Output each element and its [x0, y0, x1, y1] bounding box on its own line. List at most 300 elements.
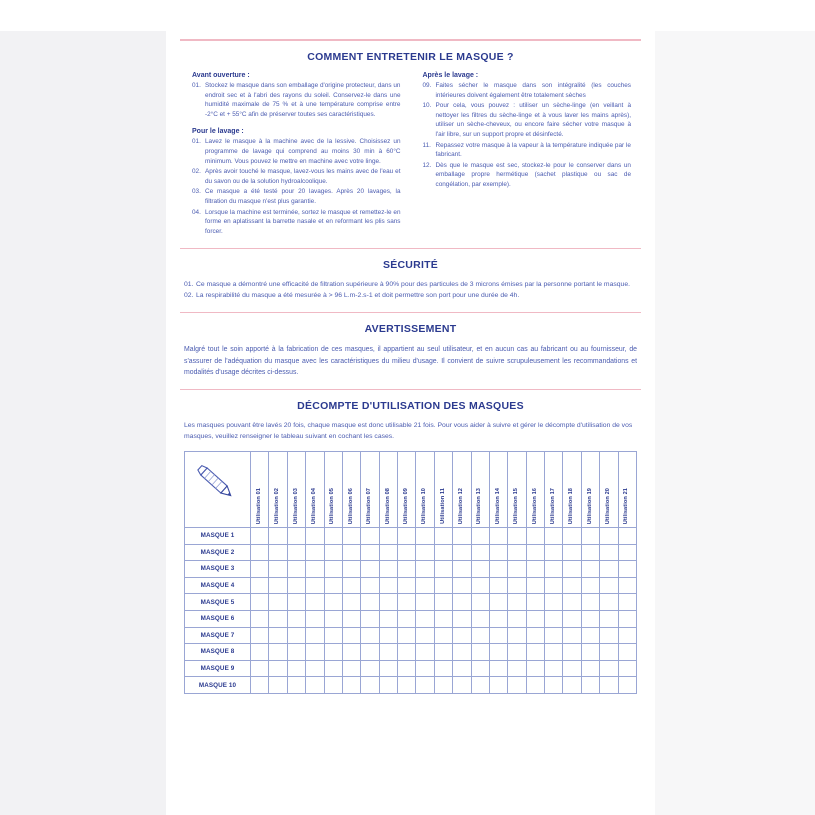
tally-checkbox-cell[interactable] — [269, 660, 287, 677]
tally-checkbox-cell[interactable] — [581, 660, 599, 677]
column-header-utilisation-14: Utilisation 14 — [489, 451, 507, 527]
tally-checkbox-cell[interactable] — [471, 610, 489, 627]
tally-checkbox-cell[interactable] — [526, 561, 544, 578]
tally-checkbox-cell[interactable] — [434, 660, 452, 677]
tally-checkbox-cell[interactable] — [306, 677, 324, 694]
tally-checkbox-cell[interactable] — [508, 610, 526, 627]
tally-table-body — [185, 527, 637, 693]
tally-checkbox-cell[interactable] — [287, 577, 305, 594]
care-left-column — [192, 72, 401, 238]
tally-checkbox-cell[interactable] — [324, 594, 342, 611]
tally-checkbox-cell[interactable] — [489, 627, 507, 644]
tally-checkbox-cell[interactable] — [251, 544, 269, 561]
list-item-text: Lavez le masque à la machine avec de la lessive. Choisissez un programme de lavage qui comprend au moins 30 min à 60°C minimum. Vous pouvez le mettre en machine avec votre linge. — [205, 138, 401, 165]
tally-checkbox-cell[interactable] — [581, 644, 599, 661]
tally-checkbox-cell[interactable] — [600, 594, 618, 611]
tally-checkbox-cell[interactable] — [342, 561, 360, 578]
care-left-list-2 — [192, 137, 401, 236]
column-header-utilisation-13: Utilisation 13 — [471, 451, 489, 527]
table-row — [185, 544, 637, 561]
tally-checkbox-cell[interactable] — [306, 644, 324, 661]
tally-checkbox-cell[interactable] — [471, 561, 489, 578]
list-item-text: Faites sécher le masque dans son intégralité (les couches intérieures doivent également être totalement sèches — [435, 82, 631, 99]
tally-checkbox-cell[interactable] — [361, 610, 379, 627]
tally-checkbox-cell[interactable] — [600, 644, 618, 661]
tally-checkbox-cell[interactable] — [600, 544, 618, 561]
tally-checkbox-cell[interactable] — [342, 627, 360, 644]
table-row — [185, 527, 637, 544]
tally-checkbox-cell[interactable] — [489, 644, 507, 661]
tally-checkbox-cell[interactable] — [453, 577, 471, 594]
tally-checkbox-cell[interactable] — [545, 660, 563, 677]
tally-checkbox-cell[interactable] — [306, 627, 324, 644]
section-divider-2 — [180, 312, 641, 314]
tally-checkbox-cell[interactable] — [471, 677, 489, 694]
column-header-utilisation-08: Utilisation 08 — [379, 451, 397, 527]
tally-checkbox-cell[interactable] — [618, 544, 637, 561]
pencil-icon — [190, 456, 242, 513]
tally-checkbox-cell[interactable] — [489, 577, 507, 594]
tally-checkbox-cell[interactable] — [342, 660, 360, 677]
list-item — [423, 101, 632, 139]
tally-checkbox-cell[interactable] — [563, 594, 581, 611]
tally-checkbox-cell[interactable] — [379, 594, 397, 611]
tally-checkbox-cell[interactable] — [563, 561, 581, 578]
tally-checkbox-cell[interactable] — [434, 544, 452, 561]
tally-table-wrap — [180, 451, 641, 694]
tally-checkbox-cell[interactable] — [287, 594, 305, 611]
tally-checkbox-cell[interactable] — [508, 660, 526, 677]
tally-checkbox-cell[interactable] — [269, 644, 287, 661]
tally-checkbox-cell[interactable] — [324, 561, 342, 578]
row-header-2: MASQUE 2 — [185, 544, 251, 561]
section-divider-1 — [180, 248, 641, 250]
tally-corner-cell — [185, 451, 251, 527]
tally-checkbox-cell[interactable] — [563, 577, 581, 594]
tally-checkbox-cell[interactable] — [471, 544, 489, 561]
tally-checkbox-cell[interactable] — [324, 660, 342, 677]
tally-checkbox-cell[interactable] — [581, 610, 599, 627]
tally-checkbox-cell[interactable] — [306, 594, 324, 611]
tally-checkbox-cell[interactable] — [361, 677, 379, 694]
tally-checkbox-cell[interactable] — [379, 610, 397, 627]
list-item-text: Ce masque a été testé pour 20 lavages. Après 20 lavages, la filtration du masque n'est plus garantie. — [205, 188, 401, 206]
tally-checkbox-cell[interactable] — [545, 561, 563, 578]
tally-checkbox-cell[interactable] — [489, 660, 507, 677]
tally-checkbox-cell[interactable] — [471, 527, 489, 544]
column-header-utilisation-01: Utilisation 01 — [251, 451, 269, 527]
tally-checkbox-cell[interactable] — [508, 561, 526, 578]
care-columns — [180, 72, 641, 238]
tally-checkbox-cell[interactable] — [471, 577, 489, 594]
tally-checkbox-cell[interactable] — [306, 527, 324, 544]
tally-checkbox-cell[interactable] — [526, 610, 544, 627]
tally-checkbox-cell[interactable] — [342, 527, 360, 544]
column-header-utilisation-02: Utilisation 02 — [269, 451, 287, 527]
tally-checkbox-cell[interactable] — [306, 544, 324, 561]
row-header-9: MASQUE 9 — [185, 660, 251, 677]
warning-section-title: AVERTISSEMENT — [364, 323, 457, 336]
tally-checkbox-cell[interactable] — [398, 677, 416, 694]
page-backdrop-right — [655, 31, 815, 815]
section-divider-3 — [180, 389, 641, 391]
table-row — [185, 594, 637, 611]
tally-checkbox-cell[interactable] — [287, 644, 305, 661]
tally-checkbox-cell[interactable] — [287, 610, 305, 627]
tally-checkbox-cell[interactable] — [453, 627, 471, 644]
tally-checkbox-cell[interactable] — [526, 677, 544, 694]
list-item-number: 01. — [192, 138, 201, 146]
tally-checkbox-cell[interactable] — [361, 644, 379, 661]
tally-checkbox-cell[interactable] — [508, 627, 526, 644]
tally-checkbox-cell[interactable] — [471, 660, 489, 677]
tally-checkbox-cell[interactable] — [342, 677, 360, 694]
tally-checkbox-cell[interactable] — [600, 660, 618, 677]
row-header-1: MASQUE 1 — [185, 527, 251, 544]
tally-checkbox-cell[interactable] — [489, 677, 507, 694]
tally-checkbox-cell[interactable] — [379, 561, 397, 578]
table-row — [185, 644, 637, 661]
tally-checkbox-cell[interactable] — [398, 627, 416, 644]
tally-checkbox-cell[interactable] — [453, 527, 471, 544]
list-item-number: 11. — [422, 141, 431, 149]
tally-checkbox-cell[interactable] — [508, 577, 526, 594]
tally-checkbox-cell[interactable] — [287, 527, 305, 544]
tally-checkbox-cell[interactable] — [581, 577, 599, 594]
tally-checkbox-cell[interactable] — [471, 644, 489, 661]
list-item-number: 02. — [192, 168, 201, 176]
tally-checkbox-cell[interactable] — [581, 527, 599, 544]
tally-checkbox-cell[interactable] — [545, 544, 563, 561]
tally-checkbox-cell[interactable] — [342, 577, 360, 594]
row-header-8: MASQUE 8 — [185, 644, 251, 661]
list-item — [423, 161, 632, 190]
list-item-number: 01. — [192, 82, 201, 89]
tally-checkbox-cell[interactable] — [618, 627, 637, 644]
page-backdrop-left — [0, 31, 166, 815]
tally-checkbox-cell[interactable] — [618, 677, 637, 694]
tally-checkbox-cell[interactable] — [508, 544, 526, 561]
tally-checkbox-cell[interactable] — [398, 544, 416, 561]
tally-checkbox-cell[interactable] — [269, 577, 287, 594]
tally-checkbox-cell[interactable] — [545, 577, 563, 594]
tally-checkbox-cell[interactable] — [563, 644, 581, 661]
column-header-utilisation-10: Utilisation 10 — [416, 451, 434, 527]
tally-checkbox-cell[interactable] — [324, 544, 342, 561]
tally-checkbox-cell[interactable] — [526, 627, 544, 644]
tally-checkbox-cell[interactable] — [434, 644, 452, 661]
tally-checkbox-cell[interactable] — [563, 527, 581, 544]
tally-checkbox-cell[interactable] — [545, 527, 563, 544]
tally-checkbox-cell[interactable] — [489, 544, 507, 561]
tally-checkbox-cell[interactable] — [379, 677, 397, 694]
care-section-title: COMMENT ENTRETENIR LE MASQUE ? — [307, 51, 514, 63]
table-row — [185, 677, 637, 694]
row-header-6: MASQUE 6 — [185, 610, 251, 627]
column-header-utilisation-20: Utilisation 20 — [600, 451, 618, 527]
tally-checkbox-cell[interactable] — [453, 677, 471, 694]
list-item — [192, 208, 401, 237]
column-header-utilisation-21: Utilisation 21 — [618, 451, 637, 527]
tally-checkbox-cell[interactable] — [379, 577, 397, 594]
tally-checkbox-cell[interactable] — [379, 644, 397, 661]
tally-checkbox-cell[interactable] — [287, 677, 305, 694]
column-header-utilisation-19: Utilisation 19 — [581, 451, 599, 527]
tally-checkbox-cell[interactable] — [563, 627, 581, 644]
tally-checkbox-cell[interactable] — [361, 527, 379, 544]
tally-checkbox-cell[interactable] — [269, 610, 287, 627]
tally-checkbox-cell[interactable] — [251, 527, 269, 544]
table-row — [185, 610, 637, 627]
list-item-text: Repassez votre masque à la vapeur à la température indiquée par le fabricant. — [435, 141, 631, 159]
row-header-3: MASQUE 3 — [185, 561, 251, 578]
tally-checkbox-cell[interactable] — [398, 527, 416, 544]
tally-checkbox-cell[interactable] — [269, 561, 287, 578]
tally-checkbox-cell[interactable] — [453, 644, 471, 661]
tally-checkbox-cell[interactable] — [600, 527, 618, 544]
tally-checkbox-cell[interactable] — [398, 610, 416, 627]
tally-checkbox-cell[interactable] — [379, 660, 397, 677]
tally-checkbox-cell[interactable] — [251, 594, 269, 611]
tally-checkbox-cell[interactable] — [398, 644, 416, 661]
tally-section-title: DÉCOMPTE D'UTILISATION DES MASQUES — [297, 400, 524, 413]
tally-checkbox-cell[interactable] — [581, 627, 599, 644]
tally-checkbox-cell[interactable] — [600, 610, 618, 627]
care-left-heading-1: Avant ouverture : — [192, 72, 250, 79]
tally-checkbox-cell[interactable] — [324, 677, 342, 694]
tally-checkbox-cell[interactable] — [416, 544, 434, 561]
tally-checkbox-cell[interactable] — [251, 660, 269, 677]
tally-checkbox-cell[interactable] — [361, 627, 379, 644]
tally-checkbox-cell[interactable] — [434, 577, 452, 594]
tally-checkbox-cell[interactable] — [306, 561, 324, 578]
column-header-utilisation-04: Utilisation 04 — [306, 451, 324, 527]
list-item-text: Dès que le masque est sec, stockez-le pour le conserver dans un emballage propre hermétique (sachet plastique ou sac de congélation, par exemple). — [435, 161, 631, 189]
list-item-number: 02. — [184, 292, 194, 299]
column-header-utilisation-17: Utilisation 17 — [545, 451, 563, 527]
list-item — [192, 81, 401, 119]
tally-checkbox-cell[interactable] — [342, 544, 360, 561]
tally-checkbox-cell[interactable] — [508, 594, 526, 611]
tally-checkbox-cell[interactable] — [489, 561, 507, 578]
care-left-heading-2: Pour le lavage : — [192, 128, 244, 136]
tally-checkbox-cell[interactable] — [342, 644, 360, 661]
tally-checkbox-cell[interactable] — [526, 527, 544, 544]
tally-table-head — [185, 451, 637, 527]
tally-checkbox-cell[interactable] — [453, 610, 471, 627]
tally-checkbox-cell[interactable] — [251, 677, 269, 694]
list-item-text: Stockez le masque dans son emballage d'origine protecteur, dans un endroit sec et à l'abri des rayons du soleil. Conservez-le dans une humidité maximale de 75 % et à une température comprise entre -2°C et + 55°C afin de préserver toutes ses caractéristiques. — [205, 82, 401, 118]
tally-checkbox-cell[interactable] — [287, 627, 305, 644]
tally-checkbox-cell[interactable] — [471, 627, 489, 644]
tally-checkbox-cell[interactable] — [379, 544, 397, 561]
tally-checkbox-cell[interactable] — [434, 527, 452, 544]
list-item — [192, 137, 401, 166]
tally-checkbox-cell[interactable] — [600, 577, 618, 594]
tally-checkbox-cell[interactable] — [361, 594, 379, 611]
tally-checkbox-cell[interactable] — [563, 610, 581, 627]
column-header-utilisation-07: Utilisation 07 — [361, 451, 379, 527]
table-row — [185, 577, 637, 594]
care-right-column — [423, 72, 632, 238]
list-item — [192, 187, 401, 206]
tally-checkbox-cell[interactable] — [361, 561, 379, 578]
tally-checkbox-cell[interactable] — [618, 610, 637, 627]
tally-checkbox-cell[interactable] — [471, 594, 489, 611]
tally-checkbox-cell[interactable] — [379, 527, 397, 544]
tally-checkbox-cell[interactable] — [324, 644, 342, 661]
tally-checkbox-cell[interactable] — [434, 594, 452, 611]
list-item — [423, 141, 632, 160]
tally-checkbox-cell[interactable] — [251, 610, 269, 627]
list-item — [184, 280, 637, 291]
table-row — [185, 561, 637, 578]
tally-checkbox-cell[interactable] — [581, 594, 599, 611]
tally-checkbox-cell[interactable] — [526, 544, 544, 561]
list-item — [192, 167, 401, 186]
tally-checkbox-cell[interactable] — [508, 644, 526, 661]
row-header-4: MASQUE 4 — [185, 577, 251, 594]
column-header-utilisation-03: Utilisation 03 — [287, 451, 305, 527]
tally-checkbox-cell[interactable] — [342, 610, 360, 627]
tally-checkbox-cell[interactable] — [600, 561, 618, 578]
tally-checkbox-cell[interactable] — [269, 677, 287, 694]
tally-checkbox-cell[interactable] — [563, 544, 581, 561]
tally-checkbox-cell[interactable] — [398, 660, 416, 677]
tally-checkbox-cell[interactable] — [269, 594, 287, 611]
tally-checkbox-cell[interactable] — [434, 627, 452, 644]
tally-checkbox-cell[interactable] — [269, 627, 287, 644]
list-item-text: Pour cela, vous pouvez : utiliser un sèche-linge (en veillant à nettoyer les filtres du sèche-linge et à vous laver les mains après), utiliser un sèche-cheveux, ou encore faire sécher votre masque à l'air libre, sur un support propre et désinfecté. — [435, 102, 631, 139]
list-item-text: Ce masque a démontré une efficacité de filtration supérieure à 90% pour des particules de 3 microns émises par la personne portant le masque. — [196, 281, 630, 289]
tally-checkbox-cell[interactable] — [251, 561, 269, 578]
tally-checkbox-cell[interactable] — [453, 561, 471, 578]
tally-checkbox-cell[interactable] — [545, 677, 563, 694]
tally-checkbox-cell[interactable] — [526, 644, 544, 661]
tally-checkbox-cell[interactable] — [416, 644, 434, 661]
row-header-10: MASQUE 10 — [185, 677, 251, 694]
column-header-utilisation-18: Utilisation 18 — [563, 451, 581, 527]
tally-checkbox-cell[interactable] — [618, 561, 637, 578]
column-header-utilisation-09: Utilisation 09 — [398, 451, 416, 527]
tally-checkbox-cell[interactable] — [287, 561, 305, 578]
tally-checkbox-cell[interactable] — [251, 627, 269, 644]
tally-checkbox-cell[interactable] — [398, 561, 416, 578]
tally-checkbox-cell[interactable] — [618, 644, 637, 661]
tally-checkbox-cell[interactable] — [526, 594, 544, 611]
row-header-5: MASQUE 5 — [185, 594, 251, 611]
tally-checkbox-cell[interactable] — [453, 660, 471, 677]
tally-checkbox-cell[interactable] — [416, 677, 434, 694]
mask-usage-table — [184, 451, 637, 694]
column-header-utilisation-11: Utilisation 11 — [434, 451, 452, 527]
security-list — [184, 280, 637, 302]
tally-checkbox-cell[interactable] — [434, 610, 452, 627]
tally-checkbox-cell[interactable] — [306, 577, 324, 594]
tally-checkbox-cell[interactable] — [324, 627, 342, 644]
tally-checkbox-cell[interactable] — [618, 594, 637, 611]
tally-checkbox-cell[interactable] — [269, 527, 287, 544]
tally-checkbox-cell[interactable] — [398, 577, 416, 594]
tally-checkbox-cell[interactable] — [618, 660, 637, 677]
tally-checkbox-cell[interactable] — [287, 544, 305, 561]
tally-checkbox-cell[interactable] — [251, 577, 269, 594]
column-header-utilisation-16: Utilisation 16 — [526, 451, 544, 527]
tally-checkbox-cell[interactable] — [434, 561, 452, 578]
column-header-utilisation-05: Utilisation 05 — [324, 451, 342, 527]
column-header-utilisation-12: Utilisation 12 — [453, 451, 471, 527]
tally-checkbox-cell[interactable] — [526, 660, 544, 677]
tally-checkbox-cell[interactable] — [416, 627, 434, 644]
tally-checkbox-cell[interactable] — [342, 594, 360, 611]
list-item-number: 03. — [192, 188, 201, 196]
tally-checkbox-cell[interactable] — [361, 577, 379, 594]
list-item-number: 04. — [192, 208, 201, 216]
tally-checkbox-cell[interactable] — [287, 660, 305, 677]
tally-checkbox-cell[interactable] — [489, 527, 507, 544]
tally-checkbox-cell[interactable] — [379, 627, 397, 644]
tally-checkbox-cell[interactable] — [545, 644, 563, 661]
tally-checkbox-cell[interactable] — [453, 544, 471, 561]
tally-checkbox-cell[interactable] — [361, 660, 379, 677]
tally-checkbox-cell[interactable] — [508, 677, 526, 694]
tally-checkbox-cell[interactable] — [618, 527, 637, 544]
list-item — [184, 291, 637, 302]
list-item-text: La respirabilité du masque a été mesurée à > 96 L.m-2.s-1 et doit permettre son port pour une durée de 4h. — [196, 292, 520, 299]
tally-checkbox-cell[interactable] — [618, 577, 637, 594]
list-item-number: 01. — [184, 281, 194, 289]
tally-checkbox-cell[interactable] — [434, 677, 452, 694]
tally-checkbox-cell[interactable] — [306, 610, 324, 627]
tally-checkbox-cell[interactable] — [581, 561, 599, 578]
tally-checkbox-cell[interactable] — [600, 627, 618, 644]
tally-checkbox-cell[interactable] — [306, 660, 324, 677]
tally-checkbox-cell[interactable] — [526, 577, 544, 594]
tally-checkbox-cell[interactable] — [269, 544, 287, 561]
tally-checkbox-cell[interactable] — [563, 677, 581, 694]
tally-checkbox-cell[interactable] — [251, 644, 269, 661]
tally-checkbox-cell[interactable] — [416, 594, 434, 611]
care-right-heading-1: Après le lavage : — [422, 72, 479, 79]
tally-checkbox-cell[interactable] — [324, 577, 342, 594]
tally-checkbox-cell[interactable] — [545, 627, 563, 644]
table-row — [185, 660, 637, 677]
tally-checkbox-cell[interactable] — [416, 577, 434, 594]
tally-checkbox-cell[interactable] — [453, 594, 471, 611]
security-section-body — [180, 280, 641, 302]
tally-checkbox-cell[interactable] — [416, 610, 434, 627]
tally-checkbox-cell[interactable] — [563, 660, 581, 677]
tally-checkbox-cell[interactable] — [545, 594, 563, 611]
tally-checkbox-cell[interactable] — [581, 677, 599, 694]
tally-checkbox-cell[interactable] — [416, 660, 434, 677]
tally-checkbox-cell[interactable] — [581, 544, 599, 561]
tally-checkbox-cell[interactable] — [489, 594, 507, 611]
tally-checkbox-cell[interactable] — [398, 594, 416, 611]
tally-lead-text: Les masques pouvant être lavés 20 fois, chaque masque est donc utilisable 21 fois. Pour vous aider à suivre et gérer le décompte d'utilisation de vos masques, veuillez renseigner le tableau suivant en cochant les cases. — [184, 422, 633, 441]
list-item-text: Après avoir touché le masque, lavez-vous les mains avec de l'eau et du savon ou de la solution hydroalcoolique. — [205, 168, 401, 185]
tally-checkbox-cell[interactable] — [361, 544, 379, 561]
column-header-utilisation-15: Utilisation 15 — [508, 451, 526, 527]
tally-checkbox-cell[interactable] — [600, 677, 618, 694]
tally-checkbox-cell[interactable] — [416, 561, 434, 578]
tally-checkbox-cell[interactable] — [508, 527, 526, 544]
tally-checkbox-cell[interactable] — [489, 610, 507, 627]
tally-checkbox-cell[interactable] — [416, 527, 434, 544]
tally-checkbox-cell[interactable] — [324, 610, 342, 627]
tally-checkbox-cell[interactable] — [324, 527, 342, 544]
tally-checkbox-cell[interactable] — [545, 610, 563, 627]
